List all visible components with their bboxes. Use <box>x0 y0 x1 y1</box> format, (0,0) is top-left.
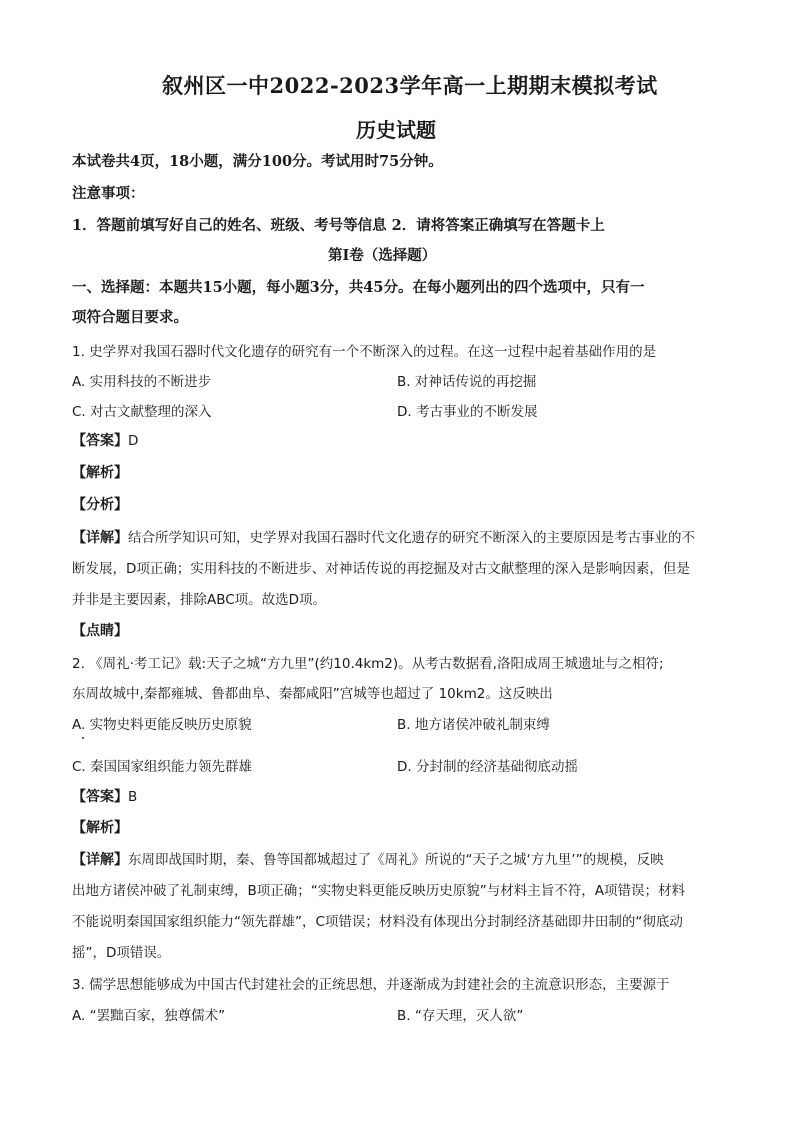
answer-tag: 【答案】 <box>72 789 128 805</box>
notice-title: 注意事项： <box>72 185 145 202</box>
q2-stem-line1: 2. 《周礼·考工记》载:天子之城“方九里”(约10.4km2)。从考古数据看,洛阳成周王城遗址与之相符; <box>72 656 664 672</box>
q2-jiexi-tag: 【解析】 <box>72 820 128 836</box>
stray-dot <box>82 737 84 739</box>
q1-fenxi-tag: 【分析】 <box>72 497 128 513</box>
section-instruction-line2: 项符合题目要求。 <box>72 309 188 326</box>
q1-dianjing-tag: 【点睛】 <box>72 623 128 639</box>
q1-answer <box>72 430 138 450</box>
q2-detail-line2: 出地方诸侯冲破了礼制束缚，B项正确；“实物史料更能反映历史原貌”与材料主旨不符，A项错误；材料 <box>72 883 685 899</box>
detail-tag: 【详解】 <box>72 852 128 868</box>
q1-option-c: C. 对古文献整理的深入 <box>72 404 212 420</box>
q3-option-a: A. “罢黜百家，独尊儒术” <box>72 1008 226 1024</box>
detail-tag: 【详解】 <box>72 530 128 546</box>
page-title: 叙州区一中2022-2023学年高一上期期末模拟考试 <box>162 73 658 98</box>
detail-text: 东周即战国时期，秦、鲁等国都城超过了《周礼》所说的“天子之城‘方九里’”的规模，反映 <box>128 852 664 868</box>
q3-option-b: B. “存天理，灭人欲” <box>397 1008 524 1024</box>
part-title: 第I卷（选择题） <box>328 247 437 264</box>
q1-jiexi-tag: 【解析】 <box>72 465 128 481</box>
q2-stem-line2: 东周故城中,秦都雍城、鲁都曲阜、秦都咸阳”宫城等也超过了 10km2。这反映出 <box>72 686 553 702</box>
q1-stem: 1. 史学界对我国石器时代文化遗存的研究有一个不断深入的过程。在这一过程中起着基础作用的是 <box>72 344 657 360</box>
q2-option-c: C. 秦国国家组织能力领先群雄 <box>72 759 253 775</box>
notice-item-1: 1．答题前填写好自己的姓名、班级、考号等信息 2．请将答案正确填写在答题卡上 <box>72 217 605 234</box>
q3-stem: 3. 儒学思想能够成为中国古代封建社会的正统思想，并逐渐成为封建社会的主流意识形态，主要源于 <box>72 977 670 993</box>
q1-detail-line2: 断发展，D项正确；实用科技的不断进步、对神话传说的再挖掘及对古文献整理的深入是影响因素，但是 <box>72 561 690 577</box>
q1-detail-line1 <box>72 526 695 547</box>
q2-detail-line4: 摇”，D项错误。 <box>72 945 171 961</box>
answer-tag: 【答案】 <box>72 433 128 449</box>
q1-option-b: B. 对神话传说的再挖掘 <box>397 374 537 390</box>
section-instruction-line1: 一、选择题：本题共15小题，每小题3分，共45分。在每小题列出的四个选项中，只有一 <box>72 279 645 296</box>
answer-value: D <box>128 433 139 449</box>
q2-detail-line3: 不能说明秦国国家组织能力“领先群雄”，C项错误；材料没有体现出分封制经济基础即井田制的“彻底动 <box>72 914 683 930</box>
answer-value: B <box>128 789 138 805</box>
q2-answer <box>72 786 137 806</box>
q1-option-d: D. 考古事业的不断发展 <box>397 404 538 420</box>
q1-detail-line3: 并非是主要因素，排除ABC项。故选D项。 <box>72 592 327 608</box>
q2-option-a: A. 实物史料更能反映历史原貌 <box>72 717 252 733</box>
exam-info: 本试卷共4页，18小题，满分100分。考试用时75分钟。 <box>72 153 443 170</box>
detail-text: 结合所学知识可知，史学界对我国石器时代文化遗存的研究不断深入的主要原因是考古事业的不 <box>128 530 695 546</box>
subject-title: 历史试题 <box>356 118 436 142</box>
q2-option-b: B. 地方诸侯冲破礼制束缚 <box>397 717 550 733</box>
q1-option-a: A. 实用科技的不断进步 <box>72 374 212 390</box>
q2-detail-line1 <box>72 848 664 869</box>
q2-option-d: D. 分封制的经济基础彻底动摇 <box>397 759 578 775</box>
